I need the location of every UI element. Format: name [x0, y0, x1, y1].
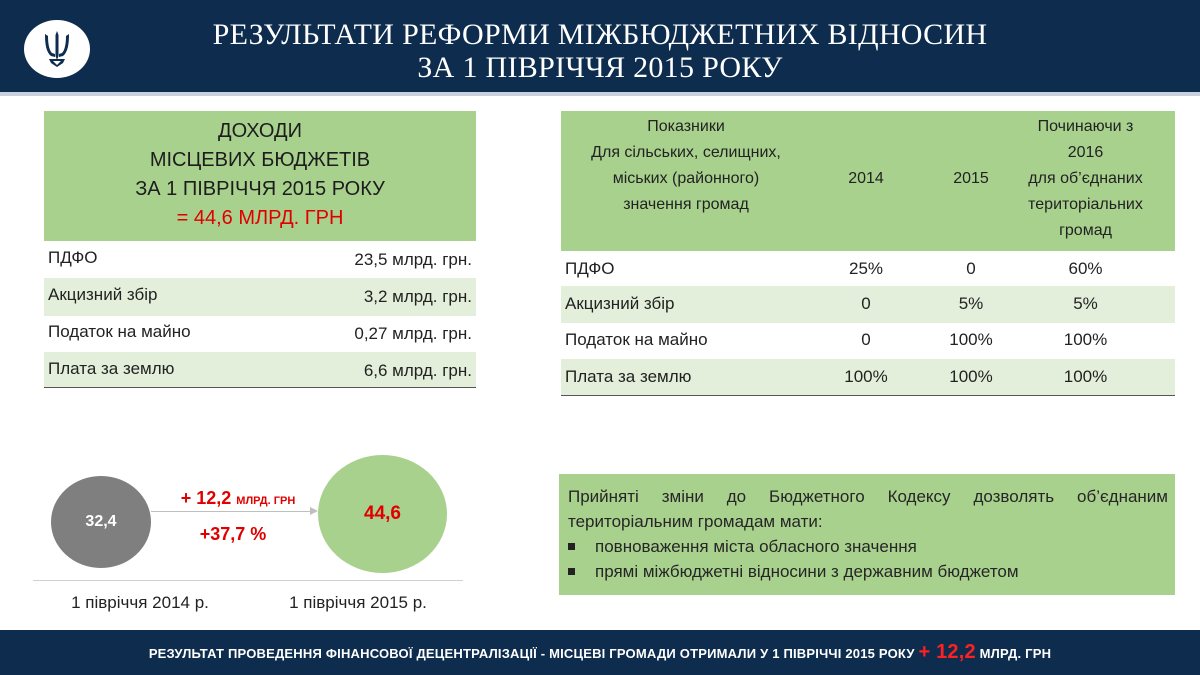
rates-header-2016-line: для об’єднаних — [1028, 170, 1143, 187]
rates-row — [561, 322, 1175, 359]
increase-amount — [150, 488, 326, 509]
rates-header-2016-line: Починаючи з — [1037, 118, 1134, 135]
new-value-circle: 44,6 — [318, 455, 447, 573]
square-bullet-icon — [568, 568, 575, 575]
income-row-name: Плата за землю — [48, 359, 175, 378]
rates-row-name: Плата за землю — [565, 367, 692, 386]
info-bullet-item — [568, 534, 1019, 559]
rates-header-2015: 2015 — [953, 170, 989, 187]
rates-table-header — [561, 111, 1175, 251]
footer-unit: МЛРД. ГРН — [979, 646, 1052, 661]
info-text — [568, 484, 1168, 534]
rates-row — [561, 251, 1175, 288]
rates-row — [561, 359, 1175, 395]
rates-header-indicators-line: значення громад — [623, 196, 749, 213]
info-bullet-text: повноваження міста обласного значення — [595, 537, 917, 556]
rates-cell-2016: 100% — [1063, 367, 1108, 386]
page-title-line1: РЕЗУЛЬТАТИ РЕФОРМИ МІЖБЮДЖЕТНИХ ВІДНОСИН — [212, 18, 988, 51]
income-heading-line1: ДОХОДИ — [218, 120, 302, 142]
info-bullet-item — [568, 559, 1019, 584]
income-table-header — [44, 111, 476, 241]
rates-cell-2016: 100% — [1063, 330, 1108, 349]
rates-table-bottom-border — [561, 395, 1175, 396]
rates-row-name: Податок на майно — [565, 330, 708, 349]
rates-row-name: ПДФО — [565, 259, 615, 278]
header-divider — [0, 92, 1200, 96]
page-title-line2: ЗА 1 ПІВРІЧЧЯ 2015 РОКУ — [417, 51, 783, 84]
rates-row-name: Акцизний збір — [565, 294, 675, 313]
income-heading-line2: МІСЦЕВИХ БЮДЖЕТІВ — [149, 149, 371, 171]
income-row-value: 23,5 млрд. грн. — [354, 250, 472, 269]
rates-header-2016-line: 2016 — [1067, 144, 1104, 161]
rates-cell-2015: 5% — [958, 294, 984, 313]
rates-cell-2016: 5% — [1073, 294, 1098, 313]
rates-row — [561, 286, 1175, 323]
rates-header-indicators-line: міських (районного) — [612, 170, 760, 187]
income-table-bottom-border — [44, 387, 476, 388]
info-text-line1: Прийняті зміни до Бюджетного Кодексу дозволять об’єднаним — [568, 487, 1168, 506]
arrow-line — [151, 511, 311, 512]
square-bullet-icon — [568, 543, 575, 550]
rates-header-indicators-line: Для сільських, селищних, — [591, 144, 781, 161]
info-text-line2: територіальним громадам мати: — [568, 512, 823, 531]
info-bullet-text: прямі міжбюджетні відносини з державним бюджетом — [595, 562, 1019, 581]
income-row — [44, 352, 476, 387]
rates-header-indicators-line: Показники — [647, 118, 725, 135]
footer-text: РЕЗУЛЬТАТ ПРОВЕДЕННЯ ФІНАНСОВОЇ ДЕЦЕНТРАЛІЗАЦІЇ - МІСЦЕВІ ГРОМАДИ ОТРИМАЛИ У 1 ПІВРІЧЧІ 2015 РОКУ — [148, 646, 919, 661]
footer-amount: + 12,2 — [918, 641, 976, 663]
income-row — [44, 315, 476, 353]
increase-amount-unit: МЛРД. ГРН — [236, 495, 296, 507]
income-row-value: 6,6 млрд. грн. — [363, 361, 472, 380]
rates-cell-2014: 100% — [844, 367, 888, 386]
income-heading-line3: ЗА 1 ПІВРІЧЧЯ 2015 РОКУ — [135, 178, 385, 200]
rates-cell-2014: 0 — [861, 330, 871, 349]
rates-cell-2015: 100% — [949, 367, 993, 386]
comparison-baseline — [33, 580, 463, 581]
income-row — [44, 278, 476, 316]
old-value-circle: 32,4 — [51, 476, 151, 568]
rates-cell-2016: 60% — [1068, 259, 1103, 278]
increase-percent: +37,7 % — [199, 524, 267, 544]
income-row-name: ПДФО — [48, 248, 98, 267]
income-row-name: Акцизний збір — [48, 285, 158, 304]
label-2015: 1 півріччя 2015 р. — [289, 593, 427, 612]
increase-amount-value: + 12,2 — [180, 488, 232, 508]
rates-header-2016-line: територіальних — [1028, 196, 1143, 213]
income-row — [44, 241, 476, 279]
rates-cell-2014: 0 — [861, 294, 871, 313]
rates-header-indicators — [561, 114, 811, 218]
rates-cell-2015: 100% — [949, 330, 993, 349]
rates-cell-2014: 25% — [848, 259, 884, 278]
label-2014: 1 півріччя 2014 р. — [71, 593, 209, 612]
footer-bar — [0, 630, 1200, 675]
income-total: = 44,6 МЛРД. ГРН — [176, 207, 344, 229]
income-row-value: 0,27 млрд. грн. — [354, 324, 472, 343]
rates-header-2016 — [1003, 114, 1168, 244]
header-bar — [0, 0, 1200, 92]
rates-header-2016-line: громад — [1059, 222, 1112, 239]
income-row-name: Податок на майно — [48, 322, 191, 341]
info-bullets — [568, 534, 1019, 584]
info-box — [559, 474, 1175, 595]
income-row-value: 3,2 млрд. грн. — [363, 287, 472, 306]
rates-header-2014: 2014 — [848, 170, 884, 187]
rates-cell-2015: 0 — [966, 259, 976, 278]
